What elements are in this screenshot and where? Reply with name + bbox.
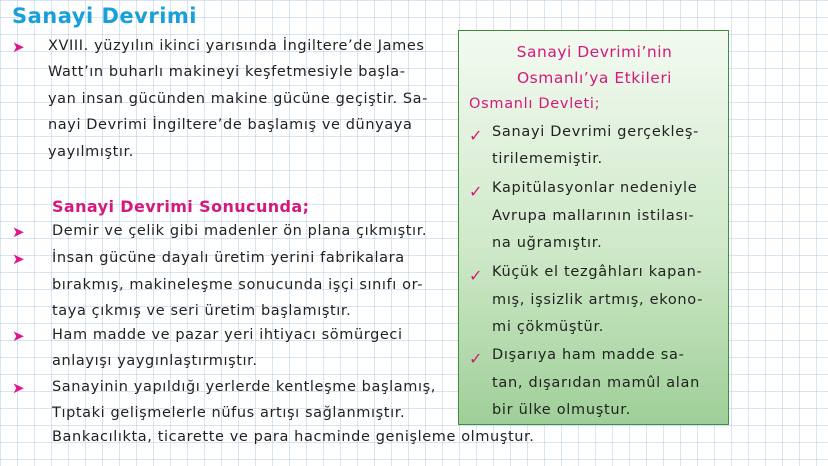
result-line: anlayışı yaygınlaştırmıştır. <box>52 353 258 369</box>
panel-title-line: Sanayi Devrimi’nin <box>516 43 673 61</box>
page-title: Sanayi Devrimi <box>12 4 197 28</box>
result-line: Tıptaki gelişmelerle nüfus artışı sağlanmıştır. <box>52 405 406 421</box>
panel-item-line: bir ülke olmuştur. <box>492 402 631 418</box>
result-line: Demir ve çelik gibi madenler ön plana çıkmıştır. <box>52 223 428 239</box>
arrow-bullet-icon: ➤ <box>12 38 25 56</box>
panel-item-line: Dışarıya ham madde sa- <box>492 347 685 363</box>
result-line: taya çıkmış ve seri üretim başlamıştır. <box>52 303 352 319</box>
intro-line: yayılmıştır. <box>48 144 134 160</box>
arrow-bullet-icon: ➤ <box>12 327 25 345</box>
panel-item-line: na uğramıştır. <box>492 235 603 251</box>
ottoman-effects-panel <box>458 30 729 425</box>
arrow-bullet-icon: ➤ <box>12 379 25 397</box>
result-line: Ham madde ve pazar yeri ihtiyacı sömürgeci <box>52 327 403 343</box>
checkmark-icon: ✓ <box>469 266 483 285</box>
panel-item-line: mi çökmüştür. <box>492 319 605 335</box>
panel-item-line: mış, işsizlik artmış, ekono- <box>492 292 704 308</box>
panel-title-line: Osmanlı’ya Etkileri <box>516 69 672 87</box>
intro-line: XVIII. yüzyılın ikinci yarısında İngiltere’de James <box>48 38 425 54</box>
result-last-line: Bankacılıkta, ticarette ve para hacminde genişleme olmuştur. <box>52 429 535 445</box>
panel-subtitle: Osmanlı Devleti; <box>469 96 601 112</box>
checkmark-icon: ✓ <box>469 349 483 368</box>
panel-item-line: tan, dışarıdan mamûl alan <box>492 375 700 391</box>
result-line: İnsan gücüne dayalı üretim yerini fabrikalara <box>52 250 405 266</box>
results-heading: Sanayi Devrimi Sonucunda; <box>52 197 310 216</box>
panel-item-line: Kapitülasyonlar nedeniyle <box>492 180 698 196</box>
checkmark-icon: ✓ <box>469 126 483 145</box>
result-line: bırakmış, makineleşme sonucunda işçi sınıfı or- <box>52 277 424 293</box>
arrow-bullet-icon: ➤ <box>12 250 25 268</box>
checkmark-icon: ✓ <box>469 182 483 201</box>
intro-line: Watt’ın buharlı makineyi keşfetmesiyle başla- <box>48 64 406 80</box>
panel-item-line: tirilememiştir. <box>492 151 603 167</box>
arrow-bullet-icon: ➤ <box>12 223 25 241</box>
result-line: Sanayinin yapıldığı yerlerde kentleşme başlamış, <box>52 379 436 395</box>
intro-line: nayi Devrimi İngiltere’de başlamış ve dünyaya <box>48 117 413 133</box>
panel-item-line: Avrupa mallarının istilası- <box>492 208 695 224</box>
panel-item-line: Sanayi Devrimi gerçekleş- <box>492 124 700 140</box>
intro-line: yan insan gücünden makine gücüne geçiştir. Sa- <box>48 91 428 107</box>
panel-item-line: Küçük el tezgâhları kapan- <box>492 264 703 280</box>
